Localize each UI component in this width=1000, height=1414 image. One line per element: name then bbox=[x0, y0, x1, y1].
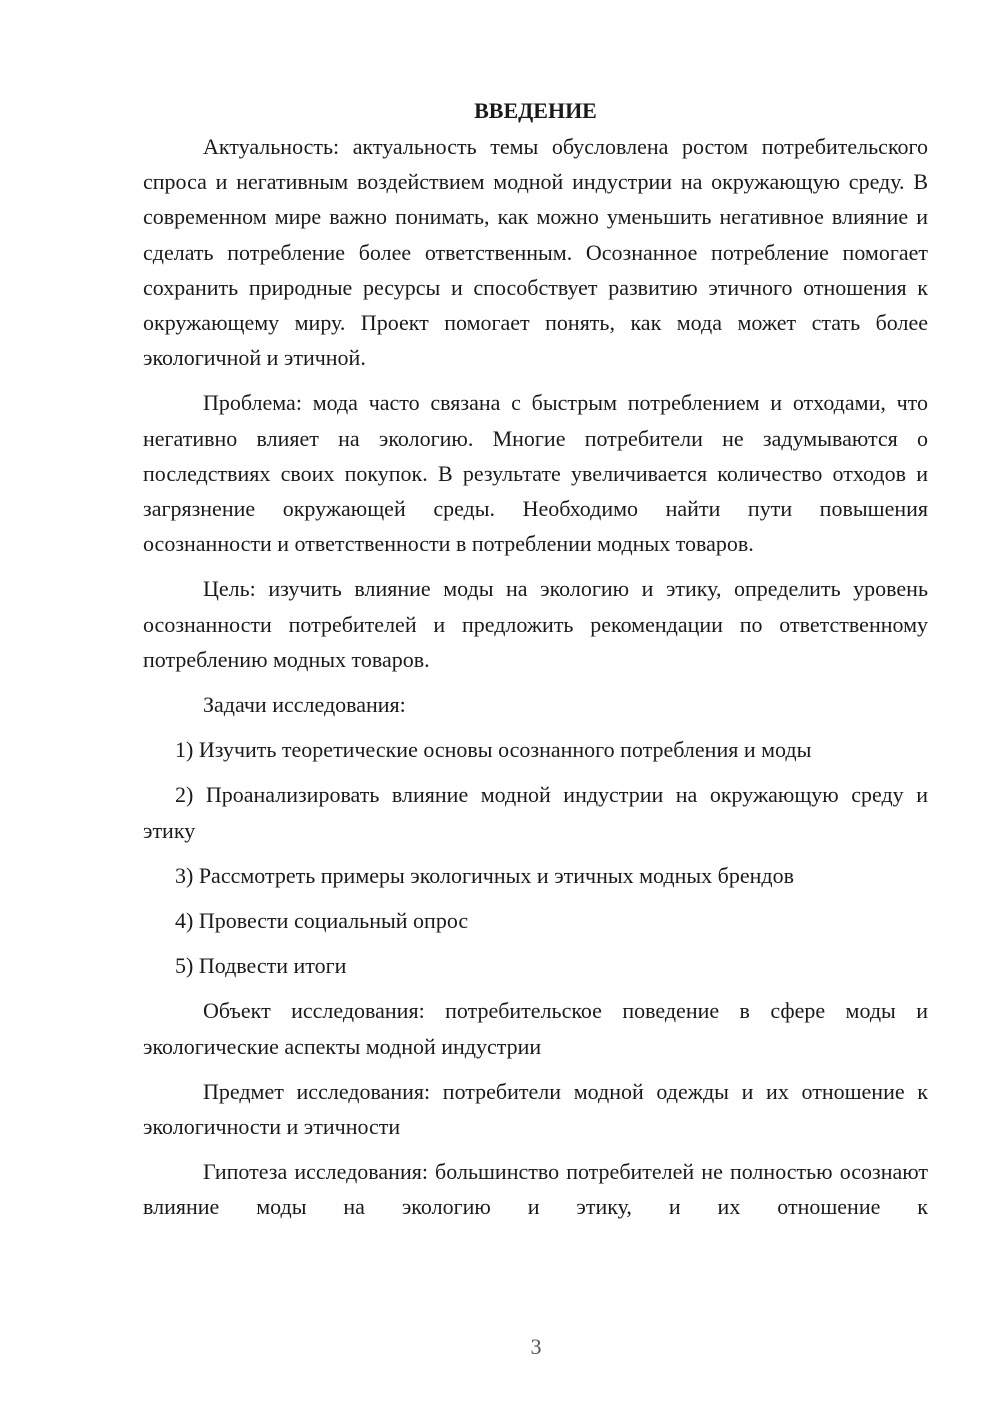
hypothesis-paragraph: Гипотеза исследования: большинство потребителей не полностью осознают влияние моды на экологию и этику, и их отношение к bbox=[143, 1159, 928, 1220]
tasks-heading: Задачи исследования: bbox=[203, 692, 406, 718]
task-item-3: 3) Рассмотреть примеры экологичных и этичных модных брендов bbox=[175, 862, 794, 888]
page-number: 3 bbox=[530, 1334, 542, 1359]
relevance-paragraph: Актуальность: актуальность темы обусловлена ростом потребительского спроса и негативным воздействием модной индустрии на окружающую среду. В современном мире важно понимать, как можно уменьшить негативное влияние и сделать потребление более ответственным. Осознанное потребление помогает сохранить природные ресурсы и способствует развитию этичного отношения к окружающему миру. Проект помогает понять, как мода может стать более экологичной и этичной. bbox=[143, 134, 928, 371]
task-item-4: 4) Провести социальный опрос bbox=[175, 908, 469, 934]
task-item-2: 2) Проанализировать влияние модной индустрии на окружающую среду и этику bbox=[143, 782, 928, 843]
goal-paragraph: Цель: изучить влияние моды на экологию и этику, определить уровень осознанности потребителей и предложить рекомендации по ответственному потреблению модных товаров. bbox=[143, 576, 928, 672]
subject-paragraph: Предмет исследования: потребители модной одежды и их отношение к экологичности и этичности bbox=[143, 1078, 928, 1140]
page-title: ВВЕДЕНИЕ bbox=[474, 98, 597, 123]
task-item-5: 5) Подвести итоги bbox=[175, 953, 347, 979]
problem-paragraph: Проблема: мода часто связана с быстрым потреблением и отходами, что негативно влияет на экологию. Многие потребители не задумываются о последствиях своих покупок. В результате увеличивается количество отходов и загрязнение окружающей среды. Необходимо найти пути повышения осознанности и ответственности в потреблении модных товаров. bbox=[143, 390, 928, 557]
task-item-1: 1) Изучить теоретические основы осознанного потребления и моды bbox=[175, 737, 812, 763]
object-paragraph: Объект исследования: потребительское поведение в сфере моды и экологические аспекты модной индустрии bbox=[143, 998, 928, 1059]
page-content bbox=[143, 93, 928, 1235]
